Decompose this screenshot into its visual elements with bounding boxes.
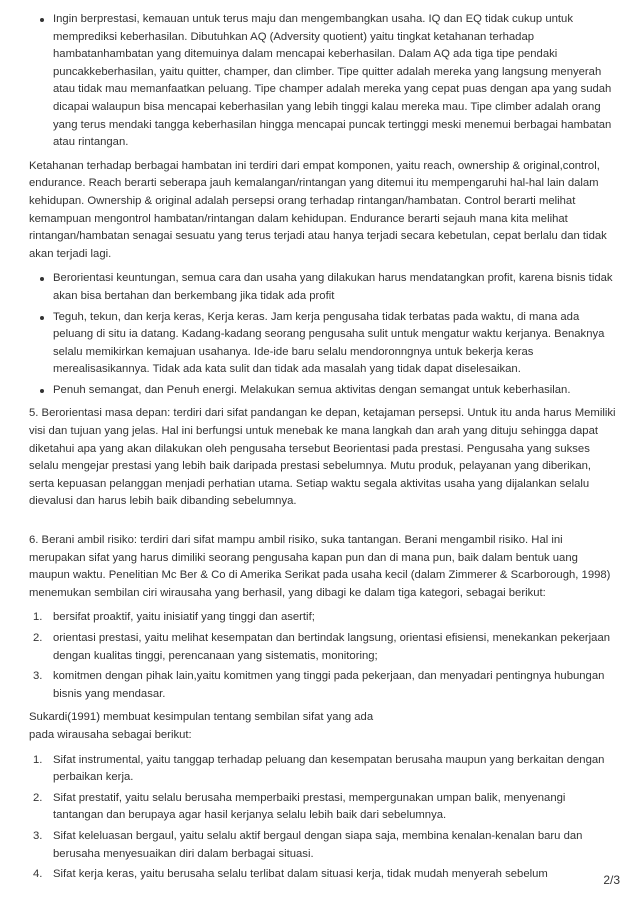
list-item xyxy=(29,668,616,703)
item-number: 2. xyxy=(33,791,43,804)
item-number: 1. xyxy=(33,753,43,766)
list-item: Ingin berprestasi, kemauan untuk terus maju dan mengembangkan usaha. IQ dan EQ tidak cukup untuk memprediksi keberhasilan. Dibutuhkan AQ (Adversity quotient) yaitu tingkat ketahanan terhadap hambatanhambatan yang ditemuinya dalam mencapai keberhasilan. Dalam AQ ada tiga tipe pendaki puncakkeberhasilan, yaitu quitter, champer, dan climber. Tipe quitter adalah mereka yang langsung menyerah atau tidak mau memanfaatkan peluang. Tipe champer adalah mereka yang cepat puas dengan apa yang sudah dicapai walaupun bisa mencapai keberhasilan yang lebih tinggi kalau mereka mau. Tipe climber adalah orang yang terus mendaki tangga keberhasilan hingga mencapai puncak tertinggi meski menemui berbagai hambatan atau rintangan. xyxy=(29,11,616,152)
page-number: 2/3 xyxy=(603,873,620,887)
item-text: Sifat keleluasan bergaul, yaitu selalu aktif bergaul dengan siapa saja, membina kenalan-kenalan baru dan berusaha menyesuaikan diri dalam berbagai situasi. xyxy=(53,829,583,860)
list-item: Berorientasi keuntungan, semua cara dan usaha yang dilakukan harus mendatangkan profit, karena bisnis tidak akan bisa bertahan dan berkembang jika tidak ada profit xyxy=(29,270,616,305)
list-item xyxy=(29,866,616,884)
list-item xyxy=(29,630,616,665)
item-number: 3. xyxy=(33,670,43,683)
list-item xyxy=(29,790,616,825)
bullet-list-2 xyxy=(29,270,616,399)
item-text: Sifat prestatif, yaitu selalu berusaha memperbaiki prestasi, mempergunakan umpan balik, menyenangi tantangan dan berupaya agar hasil kerjanya selalu lebih baik dari sebelumnya. xyxy=(53,791,566,822)
numbered-list-2 xyxy=(29,752,616,884)
paragraph-5: 5. Berorientasi masa depan: terdiri dari sifat pandangan ke depan, ketajaman persepsi. Untuk itu anda harus Memiliki visi dan tujuan yang jelas. Hal ini berfungsi untuk menebak ke mana langkah dan arah yang dituju sehingga dapat diketahui apa yang akan dilakukan oleh pengusaha tersebut Beorientasi pada prestasi. Pengusaha yang sukses selalu mengejar prestasi yang lebih baik daripada prestasi sebelumnya. Mutu produk, pelayanan yang diberikan, serta kepuasan pelanggan menjadi perhatian utama. Setiap waktu segala aktivitas usaha yang dijalankan selalu dievalusi dan harus lebih baik dibanding sebelumnya. xyxy=(29,407,616,508)
list-item xyxy=(29,609,616,627)
item-text: komitmen dengan pihak lain,yaitu komitmen yang tinggi pada pekerjaan, dan menyadari pentingnya hubungan bisnis yang mendasar. xyxy=(53,670,605,700)
sukardi-line-1: Sukardi(1991) membuat kesimpulan tentang sembilan sifat yang ada xyxy=(29,711,374,724)
numbered-list-1 xyxy=(29,609,616,703)
item-number: 3. xyxy=(33,829,43,842)
spacer xyxy=(29,518,616,532)
item-number: 4. xyxy=(33,868,43,881)
paragraph-ketahanan: Ketahanan terhadap berbagai hambatan ini terdiri dari empat komponen, yaitu reach, ownership & original,control, endurance. Reach berarti seberapa jauh kemalangan/rintangan yang ditemui itu mempengaruhi hal-hal lain dalam kehidupan. Ownership & original adalah persepsi orang terhadap rintangan/hambatan. Control berarti melihat kemampuan mengontrol hambatan/rintangan dalam kehidupan. Endurance berarti sejauh mana kita melihat rintangan/hambatan senagai sesuatu yang terus terjadi atau hanya terjadi secara kebetulan, cepat berlalu dan tidak akan terjadi lagi. xyxy=(29,159,607,260)
item-text: bersifat proaktif, yaitu inisiatif yang tinggi dan asertif; xyxy=(53,611,315,624)
item-number: 2. xyxy=(33,632,43,644)
list-item: Penuh semangat, dan Penuh energi. Melakukan semua aktivitas dengan semangat untuk keberhasilan. xyxy=(29,382,616,400)
item-text: Sifat kerja keras, yaitu berusaha selalu terlibat dalam situasi kerja, tidak mudah menyerah sebelum xyxy=(53,868,548,881)
list-item xyxy=(29,752,616,787)
paragraph-6: 6. Berani ambil risiko: terdiri dari sifat mampu ambil risiko, suka tantangan. Berani mengambil risiko. Hal ini merupakan sifat yang harus dimiliki seorang pengusaha kapan pun dan di mana pun, baik dalam bentuk uang maupun waktu. Penelitian Mc Ber & Co di Amerika Serikat pada usaha kecil (dalam Zimmerer & Scarborough, 1998) menemukan sembilan ciri wirausaha yang berhasil, yang dibagi ke dalam tiga kategori, sebagai berikut: xyxy=(29,534,611,599)
list-item: Teguh, tekun, dan kerja keras, Kerja keras. Jam kerja pengusaha tidak terbatas pada waktu, di mana ada peluang di situ ia datang. Kadang-kadang seorang pengusaha sulit untuk mengatur waktu kerjanya. Benaknya selalu memikirkan kemajuan usahanya. Ide-ide baru selalu mendoronngnya untuk bekerja keras merealisasikannya. Tidak ada kata sulit dan tidak ada masalah yang tidak dapat diselesaikan. xyxy=(29,309,616,379)
bullet-list-1 xyxy=(29,11,616,152)
sukardi-line-2: pada wirausaha sebagai berikut: xyxy=(29,728,192,741)
item-number: 1. xyxy=(33,611,43,624)
paragraph-sukardi xyxy=(29,709,616,744)
list-item xyxy=(29,828,616,863)
item-text: Sifat instrumental, yaitu tanggap terhadap peluang dan kesempatan berusaha maupun yang berkaitan dengan perbaikan kerja. xyxy=(53,753,605,784)
item-text: orientasi prestasi, yaitu melihat kesempatan dan bertindak langsung, orientasi efisiensi, menekankan pekerjaan dengan kualitas tinggi, perencanaan yang sistematis, monitoring; xyxy=(53,632,611,662)
